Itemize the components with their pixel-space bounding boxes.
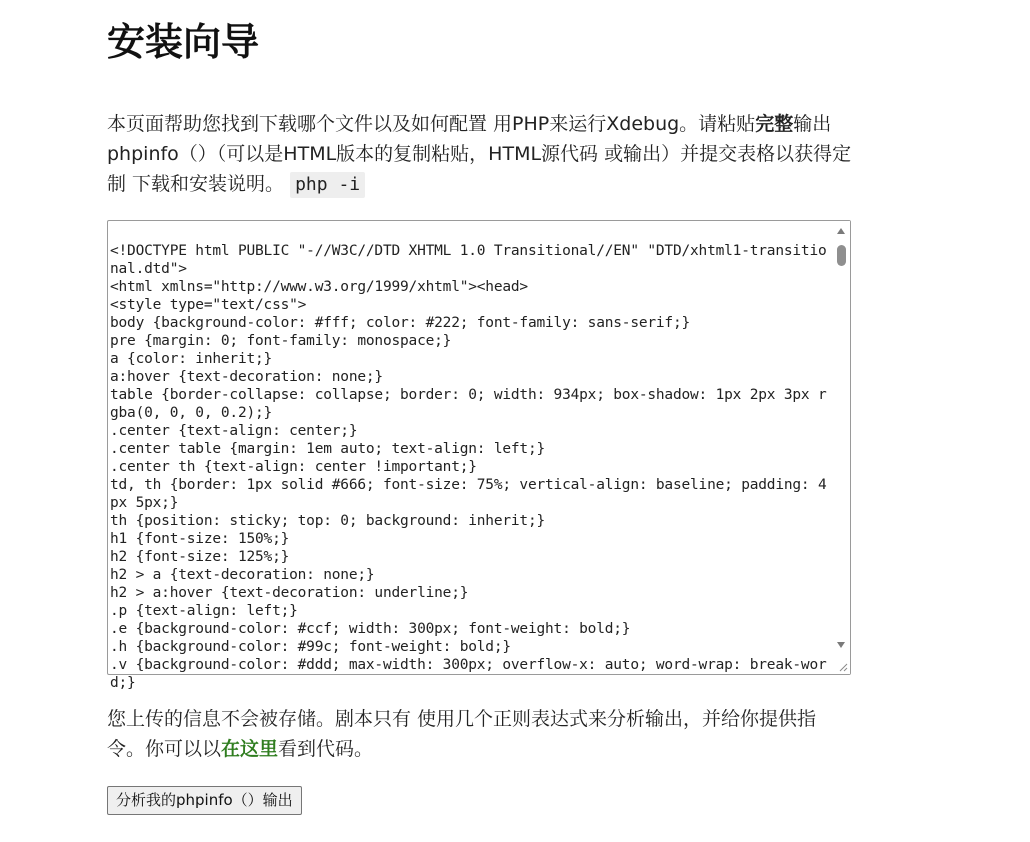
php-cli-code: php -i bbox=[290, 172, 365, 198]
scroll-thumb[interactable] bbox=[837, 245, 846, 266]
intro-paragraph bbox=[107, 109, 852, 199]
phpinfo-textarea[interactable] bbox=[107, 220, 851, 691]
scroll-up-arrow-icon[interactable] bbox=[837, 228, 845, 234]
resize-grip-icon[interactable] bbox=[839, 663, 848, 672]
textarea-scrollbar[interactable] bbox=[834, 221, 850, 674]
scroll-down-arrow-icon[interactable] bbox=[837, 642, 845, 648]
analyse-phpinfo-button[interactable]: 分析我的phpinfo（）输出 bbox=[107, 786, 302, 815]
intro-text-1: 本页面帮助您找到下载哪个文件以及如何配置 用PHP来运行Xdebug。请粘贴 bbox=[107, 113, 756, 135]
notice-text-1: 您上传的信息不会被存储。剧本只有 使用几个正则表达式来分析输出，并给你提供指令。你可以以 bbox=[107, 708, 817, 760]
storage-notice bbox=[107, 704, 852, 764]
intro-bold: 完整 bbox=[755, 113, 794, 135]
intro-text-2: 输出 phpinfo（）（可以是HTML版本的复制粘贴，HTML源代码 或输出）并提交表格以获得定制 下载和安装说明。 bbox=[107, 113, 852, 195]
page-title: 安装向导 bbox=[107, 20, 260, 64]
phpinfo-textarea-content[interactable]: <!DOCTYPE html PUBLIC "-//W3C//DTD XHTML 1.0 Transitional//EN" "DTD/xhtml1-transitional.dtd"> <html xmlns="http://www.w3.org/1999/xhtml"><head> <style type="text/css"> body {background-color: #fff; color: #222; font-family: sans-serif;} pre {margin: 0; font-family: monospace;} a {color: inherit;} a:hover {text-decoration: none;} table {border-collapse: collapse; border: 0; width: 934px; box-shadow: 1px 2px 3px rgba(0, 0, 0, 0.2);} .center {text-align: center;} .center table {margin: 1em auto; text-align: left;} .center th {text-align: center !important;} td, th {border: 1px solid #666; font-size: 75%; vertical-align: baseline; padding: 4px 5px;} th {position: sticky; top: 0; background: inherit;} h1 {font-size: 150%;} h2 {font-size: 125%;} h2 > a {text-decoration: none;} h2 > a:hover {text-decoration: underline;} .p {text-align: left;} .e {background-color: #ccf; width: 300px; font-weight: bold;} .h {background-color: #99c; font-weight: bold;} .v {background-color: #ddd; max-width: 300px; overflow-x: auto; word-wrap: break-word;} bbox=[110, 243, 827, 691]
notice-text-2: 看到代码。 bbox=[278, 738, 374, 760]
source-code-link[interactable]: 在这里 bbox=[221, 738, 279, 760]
